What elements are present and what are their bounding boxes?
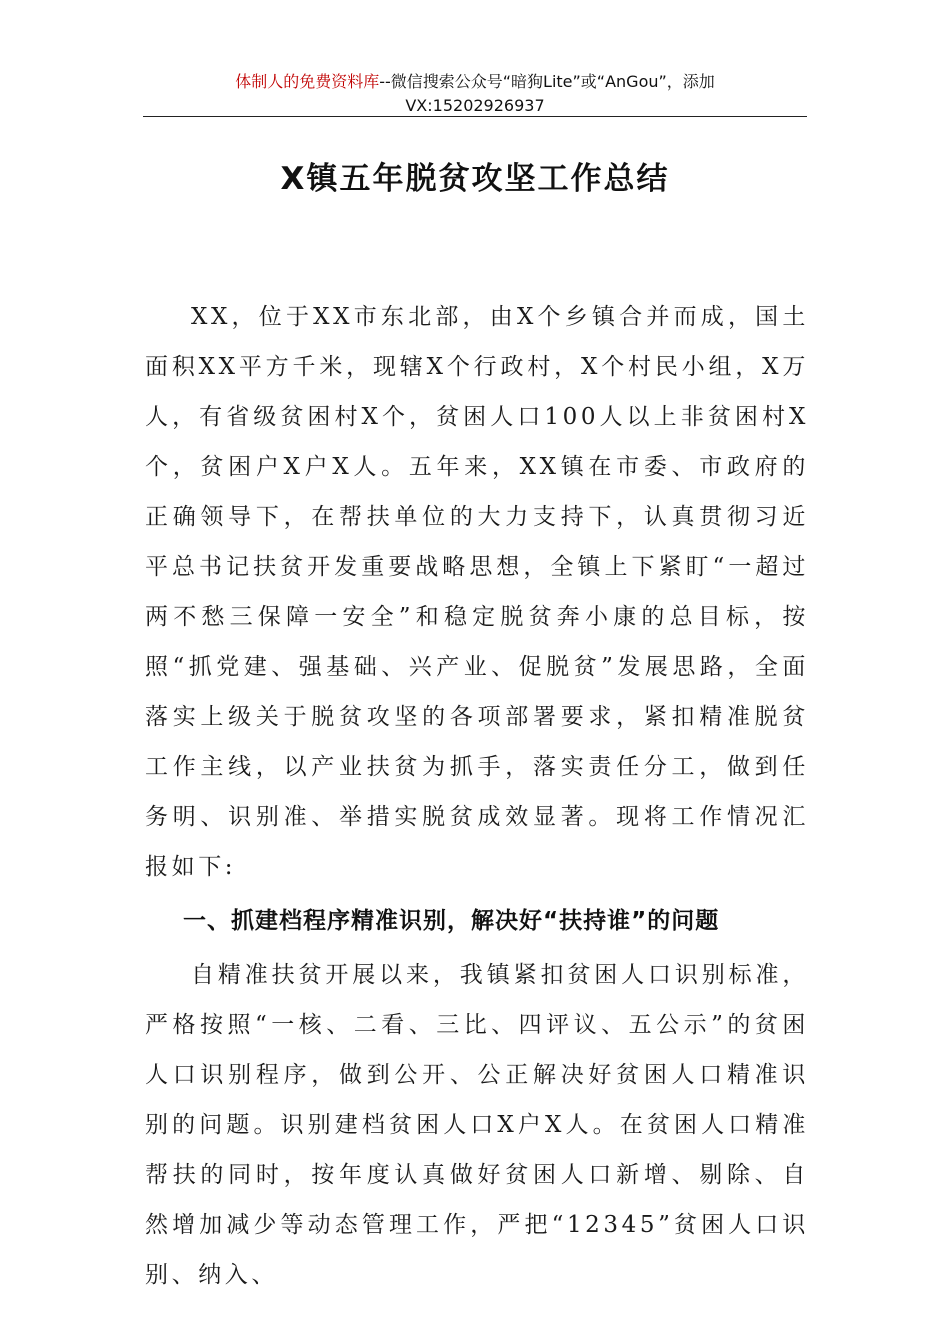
header-contact: VX:15202926937 <box>405 96 545 115</box>
section-paragraph-1: 自精准扶贫开展以来，我镇紧扣贫困人口识别标准，严格按照“一核、二看、三比、四评议、五公示”的贫困人口识别程序，做到公开、公正解决好贫困人口精准识别的问题。识别建档贫困人口X户X人。在贫困人口精准帮扶的同时，按年度认真做好贫困人口新增、剔除、自然增加减少等动态管理工作，严把“12345”贫困人口识别、纳入、 <box>145 962 809 1288</box>
section-heading-1: 一、抓建档程序精准识别，解决好“扶持谁”的问题 <box>183 908 720 934</box>
page-header <box>143 70 807 118</box>
document-title: X镇五年脱贫攻坚工作总结 <box>280 161 670 197</box>
intro-paragraph: XX，位于XX市东北部，由X个乡镇合并而成，国土面积XX平方千米，现辖X个行政村，X个村民小组，X万人，有省级贫困村X个，贫困人口100人以上非贫困村X个，贫困户X户X人。五年来，XX镇在市委、市政府的正确领导下，在帮扶单位的大力支持下，认真贯彻习近平总书记扶贫开发重要战略思想，全镇上下紧盯“一超过两不愁三保障一安全”和稳定脱贫奔小康的总目标，按照“抓党建、强基础、兴产业、促脱贫”发展思路，全面落实上级关于脱贫攻坚的各项部署要求，紧扣精准脱贫工作主线，以产业扶贫为抓手，落实责任分工，做到任务明、识别准、举措实脱贫成效显著。现将工作情况汇报如下: <box>145 304 809 880</box>
header-note: --微信搜索公众号“暗狗Lite”或“AnGou”，添加 <box>379 72 715 91</box>
header-brand: 体制人的免费资料库 <box>235 72 380 91</box>
header-divider <box>143 116 807 117</box>
document-body <box>145 292 809 1300</box>
